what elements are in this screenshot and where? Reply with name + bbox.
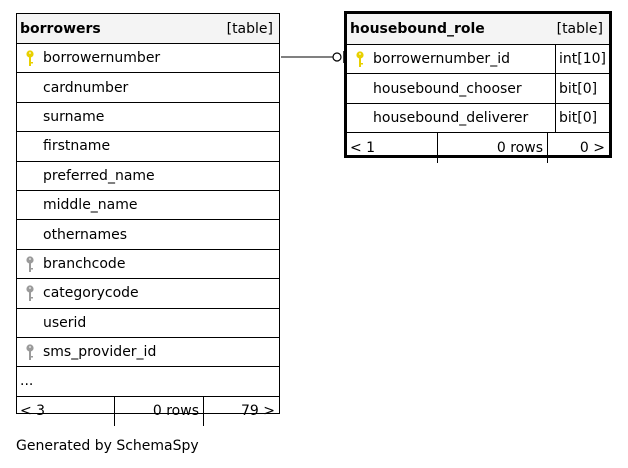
column-name-cell (347, 74, 555, 102)
column-row[interactable] (17, 44, 279, 73)
column-name-cell (17, 132, 279, 160)
column-row[interactable] (17, 132, 279, 161)
primary-key-icon (17, 44, 43, 72)
key-slot (17, 73, 43, 101)
column-name-cell (347, 45, 555, 73)
column-name: firstname (43, 138, 111, 155)
table-name: housebound_role (350, 21, 485, 37)
column-row[interactable] (17, 279, 279, 308)
column-name: sms_provider_id (43, 344, 157, 361)
table-kind: [table] (556, 21, 603, 37)
column-name-cell (17, 103, 279, 131)
column-name-cell (17, 44, 279, 72)
column-name: borrowernumber_id (373, 51, 510, 68)
housebound-role-table[interactable] (344, 11, 612, 158)
column-row[interactable] (17, 338, 279, 367)
column-name: borrowernumber (43, 50, 161, 67)
generator-caption: Generated by SchemaSpy (16, 438, 199, 454)
column-name-cell (17, 73, 279, 101)
foreign-key-icon (17, 338, 43, 366)
column-name: middle_name (43, 197, 138, 214)
table-header[interactable] (347, 14, 609, 45)
column-name: othernames (43, 226, 128, 243)
column-type: int[10] (555, 45, 609, 73)
table-name: borrowers (20, 20, 101, 37)
foreign-key-icon (17, 279, 43, 307)
parents-count[interactable]: < 3 (20, 403, 46, 420)
column-name: surname (43, 108, 105, 125)
column-name: housebound_chooser (373, 80, 522, 97)
row-count[interactable]: 0 rows (114, 397, 203, 426)
column-name-cell (17, 191, 279, 219)
column-row[interactable] (17, 162, 279, 191)
column-name-cell (17, 279, 279, 307)
column-name-cell (17, 309, 279, 337)
foreign-key-icon (17, 250, 43, 278)
key-slot (17, 132, 43, 160)
key-slot (347, 104, 373, 132)
column-row[interactable] (347, 104, 609, 133)
column-name: userid (43, 314, 87, 331)
column-row[interactable] (17, 309, 279, 338)
column-name: cardnumber (43, 79, 129, 96)
column-row[interactable] (347, 45, 609, 74)
children-count[interactable]: 79 > (203, 397, 279, 426)
column-row[interactable] (17, 250, 279, 279)
primary-key-icon (347, 45, 373, 73)
column-name-cell (17, 338, 279, 366)
column-name-cell (17, 162, 279, 190)
zero-cardinality-icon (333, 53, 341, 61)
borrowers-table[interactable] (16, 13, 280, 420)
column-name-cell (17, 250, 279, 278)
column-name-cell (17, 220, 279, 248)
row-count[interactable]: 0 rows (437, 133, 547, 162)
column-row[interactable] (347, 74, 609, 103)
column-name-cell (347, 104, 555, 132)
column-name: branchcode (43, 255, 126, 272)
column-name: housebound_deliverer (373, 109, 529, 126)
column-row[interactable] (17, 191, 279, 220)
column-type: bit[0] (555, 104, 609, 132)
key-slot (17, 191, 43, 219)
key-slot (17, 220, 43, 248)
column-type: bit[0] (555, 74, 609, 102)
key-slot (17, 309, 43, 337)
key-slot (17, 103, 43, 131)
column-name: categorycode (43, 285, 139, 302)
column-row[interactable] (17, 103, 279, 132)
column-row[interactable] (17, 220, 279, 249)
table-footer (347, 133, 609, 162)
key-slot (17, 162, 43, 190)
table-kind: [table] (226, 20, 273, 37)
parents-count[interactable]: < 1 (350, 139, 376, 156)
key-slot (347, 74, 373, 102)
table-footer (17, 397, 279, 426)
column-name: preferred_name (43, 167, 155, 184)
table-header[interactable] (17, 14, 279, 44)
more-columns-ellipsis[interactable]: ... (17, 367, 279, 396)
children-count[interactable]: 0 > (547, 133, 609, 162)
column-row[interactable] (17, 73, 279, 102)
